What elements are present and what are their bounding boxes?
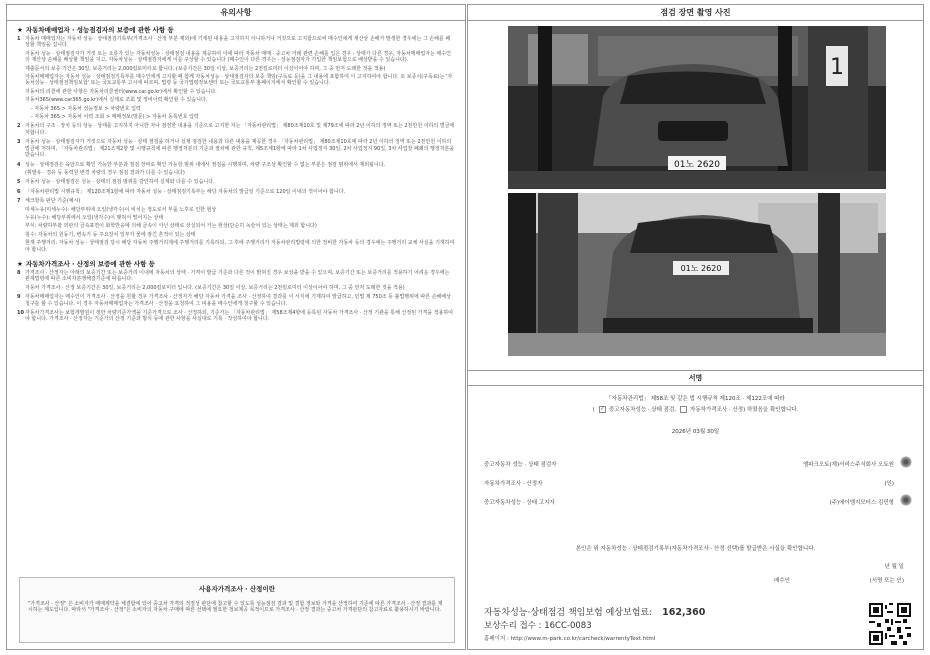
note-paragraph: 자동차 가격조사 · 산정 보증기간은 30일, 보증거리는 2,000킬로미터 입니다. (보증기간은 30일 이상, 보증거리는 2천킬로미터 이상이어야 하며, 그 중 먼저 도래한 것을 적용): [25, 284, 405, 291]
notes-header: 유의사항: [7, 5, 465, 21]
note-paragraph: 미세누유(미세누수): 해당부위에 오일(냉각수)이 비치는 정도로서 부품 노후로 인한 현상: [25, 206, 217, 213]
check-inspection[interactable]: ✓: [600, 406, 605, 412]
note-number: 5: [17, 179, 21, 186]
notes-column: [6, 4, 466, 650]
note-paragraph: 자동차 성능 · 상태점검은 성능 · 상태의 점검 범위를 감안하여 실제와 다를 수 있습니다.: [25, 179, 215, 186]
seal-icon: [900, 494, 912, 506]
note-item: [7, 36, 465, 120]
note-paragraph: - 자동차 365 > 자동차 이력 조회 > 매매정보(방문) > 자동차 등록번호 입력: [31, 114, 199, 121]
repair-phone: 보상수리 접수 : 16CC-0083: [484, 621, 592, 631]
note-paragraph: - 자동차 365 > 자동차 성능정보 > 차량번호 입력: [31, 105, 141, 112]
insurance-amount: 162,360: [662, 607, 706, 618]
sign-header: 서명: [468, 370, 923, 386]
note-number: 1: [17, 36, 21, 42]
confirm-line: ( ✓ 중고자동차성능 · 상태 점검, 자동차가격조사 · 산정) 하였음을 확인합니다.: [592, 406, 799, 413]
note-paragraph: 자동차 성능 · 상태점검자가 거짓으로 자동차 성능 · 상태 점검을 하거나 실제 점검한 내용과 다른 내용을 제공한 경우 「자동차관리법」 제80조제10호에 따라 2년 이하의 징역 또는 2천만원 이하의 벌금에 처하며, 「자동차관리법」 제21조제2항 및 시행규칙에 따른 행정처분의 기준과 절차에 관한 규칙, 제5조제1항에 따라 1차 사업정지 30일, 2차 사업정지 90일, 3차 사업장 폐쇄의 행정처분을 받습니다.: [25, 139, 455, 159]
note-paragraph: 누유(누수): 해당부위에서 오일(냉각수)이 맺혀서 떨어지는 상태: [25, 214, 164, 221]
note-paragraph: 자동차365(www.car365.go.kr)에서 실제로 조회 및 정비이력 확인할 수 있습니다.: [25, 97, 208, 104]
section-warranty-title: ★ 자동차매매업자 · 성능점검자의 보증에 관한 사항 등: [17, 26, 174, 34]
note-paragraph: 침수: 자동차의 원동기, 변속기 등 주요장치 일부가 물에 잠긴 흔적이 있는 상태: [25, 231, 196, 238]
note-paragraph: 부식: 차량하부와 외판의 금속표면이 화학반응에 의해 금속이 아닌 상태로 상실되어 가는 현상(단순히 녹슬어 있는 상태는 제외 합니다): [25, 223, 317, 230]
price-info-text: "가격조사 · 산정" 은 소비자가 매매계약을 체결함에 있어 중고차 가격의 적정성 판단에 참고할 수 있도록 성능점검 결과 및 결함 정보와 가격을 산정하여 기준에 따른 가격조사 · 산정 결과를 제시하는 제도입니다. 따라서 "가격조사 · 산정"은 소비자의 자동차 구매에 따른 선택에 필요한 정보제공 목적이므로 가격조사 · 산정 결과는 중고차 가격판단의 참고자료로 활용하시기 바랍니다.: [28, 601, 443, 614]
note-paragraph: 자동차 매매업자는 자동차 성능 · 상태점검기록부(가격조사 · 산정 부분 제외)에 기재된 내용을 고지하지 아니하거나 거짓으로 고지함으로써 매수인에게 재산상 손해가 발생한 경우에는 그 손해를 배상할 책임을 집니다.: [25, 36, 451, 49]
bay-number: 1: [830, 55, 844, 80]
note-number: 2: [17, 123, 21, 130]
inspection-photo-front: [508, 26, 886, 189]
note-paragraph: 자동차가격조사는 보험개발원이 정한 차량기준가액을 기준가격으로 조사 · 산정하되, 기준가는 「자동차관리법」 제58조제4항에 등록된 자동차 가격조사 · 산정 기관을 통해 산정된 가격을 적용하여야 합니다. 가격조사 · 산정자는 기준가의 산정 기준과 방식 등에 관한 사항을 사실대로 기록 · 작성하여야 합니다.: [25, 310, 454, 323]
note-item: [7, 189, 465, 195]
note-paragraph: (휘발유 · 경유 등 동력원 변경 차량의 경우 점검 결과가 다를 수 있습니다): [25, 169, 185, 176]
star-icon: ★: [17, 26, 23, 34]
photo-header: 점검 장면 촬영 사진: [468, 5, 923, 21]
homepage-url[interactable]: 홈페이지 : http://www.m-park.co.kr/carcheck/warrentyText.html: [484, 636, 656, 642]
note-number: 9: [17, 294, 21, 301]
price-info-title: 사용자가격조사 · 산정이란: [198, 585, 276, 593]
plate-rear: 01노 2620: [680, 264, 722, 273]
note-item: [7, 123, 465, 136]
note-item: [7, 310, 465, 323]
inspection-photo-rear: [508, 193, 886, 356]
photo-sign-column: 점검 장면 촬영 사진 1 01노 2620 01노 2620 서명 「자동차관리법」 제58조 및 같은 법 시행규칙 제120조 · 제122조에 따라 ( ✓ 중고자동차성능 · 상태 점검, 자동차가격조사 · 산정) 하였음을 확인합니다. 2026년 03월 30일 중고자동차 성능 · 상태 점검자 엠파크오토(재)서비스주식회사 오토원 자동차가격조사 · 산정자 (인) 중고자동차성능 · 상태 고지자 (주)에이엠지모터스 김민형 본인은 위 자동차성능 · 상태점검기록부(자동차가격조사 · 산정 선택)를 발급받은 사실을 확인합니다. 년 월 일 매수인 (서명 또는 인) 자동차성능·상태점검 책임보험 예상보험료: 162,360 보상수리 접수 : 16CC-0083 홈페이지 : http://www.m-park.co.kr/carcheck/warrentyText.html: [467, 4, 924, 650]
note-number: 4: [17, 161, 21, 168]
price-info-box: [19, 577, 455, 643]
note-item: [7, 198, 465, 253]
note-paragraph: 자동차매매업자는 매수인이 가격조사 · 산정을 원할 경우 가격조사 · 산정자가 해당 자동차 가격을 조사 · 산정하여 결과를 이 서식에 기재하여 발급하고, 민법 제 750조 등 불법행위에 따른 손해배상 청구를 할 수 있습니다. 이 경우 자동차매매업자는 가격조사 · 산정을 요청하여 그 비용을 매수인에게 청구할 수 있습니다.: [25, 294, 451, 307]
law-reference: 「자동차관리법」 제58조 및 같은 법 시행규칙 제120조 · 제122조에 따라: [606, 396, 785, 402]
note-item: [7, 270, 465, 291]
note-paragraph: 「자동차관리법 시행규칙」 제120조제1항에 따라 자동차 성능 · 상태점검기록부는 해당 자동차의 발급일 기준으로 120일 이내의 것이어야 합니다.: [25, 188, 346, 195]
note-paragraph: 자동차의 리콜에 관한 사항은 자동차리콜센터(www.car.go.kr)에서 확인할 수 있습니다.: [25, 88, 217, 95]
issue-date: 2026년 03월 30일: [671, 429, 720, 435]
note-number: 8: [17, 269, 21, 276]
note-paragraph: 제출문서의 보증 기간은 30일, 보증거리는 2,000킬로미터로 합니다. (보증기간은 30일 이상, 보증거리는 2천킬로미터 이상이어야 하며, 그 중 먼저 도래한 것을 적용): [25, 65, 386, 72]
insurance-cost: 자동차성능·상태점검 책임보험 예상보험료: 162,360: [484, 607, 706, 618]
star-icon: ★: [17, 259, 23, 268]
section-price-title: ★ 자동차가격조사 · 산정의 보증에 관한 사항 등: [17, 259, 155, 268]
note-number: 6: [17, 188, 21, 195]
note-item: [7, 162, 465, 177]
note-paragraph: 자동차매매업자는 자동차 성능 · 상태점검기록부를 매수인에게 고지할 때 함께 자동차성능 · 상태점검자의 보증 책임(구독료 등)을 그 내용에 포함하여 이 고지하여야 합니다. 또 보증서(구독료)는 '자동차성능 · 상태점검책임보험' 또는 국토교통부 고시에 따르며, 법령 등 국가법령정보센터 또는 국토교통부 홈페이지에서 확인할 수 있습니다.: [25, 74, 453, 87]
note-paragraph: 자동차 성능 · 상태점검자가 거짓 또는 오류가 있는 자동차성능 · 상태점검 내용을 제공하여 이에 따라 자동차 매매 · 중고차 거래 관련 손해를 입은 경우 · 상태가 다른 경우, 자동차매매업자는 매수인의 재산상 손해를 배상할 책임을 지고, 자동차성능 · 상태점검자에게 이를 구상할 수 있습니다 (매수인이 다른 경우는 · 성능점검자가 가입한 책임보험으로 배상받을 수 있습니다).: [25, 50, 451, 64]
note-item: [7, 179, 465, 185]
note-paragraph: 가격조사 · 산정자는 아래의 보증기간 또는 보증거리 이내에 자동차의 상태 · 가격이 발급 기준과 다른 것이 밝혀진 경우 보상을 받을 수 있으며, 보증기간 또는 보증거리를 적용하기 어려운 경우에는 관계법령에 따른 소비자분쟁해결기준에 따릅니다.: [25, 269, 450, 283]
note-number: 7: [17, 198, 21, 205]
note-number: 10: [17, 310, 24, 316]
check-pricing[interactable]: [680, 406, 687, 413]
receipt-statement: 본인은 위 자동차성능 · 상태점검기록부(자동차가격조사 · 산정 선택)를 발급받은 사실을 확인합니다.: [575, 546, 816, 552]
note-paragraph: 성능 · 상태점검은 육안으로 확인 가능한 부분과 점검 장비로 확인 가능한 범위 내에서 점검을 시행하며, 차량 구조상 확인할 수 없는 부분은 점검 범위에서 제외됩니다.: [25, 161, 386, 168]
plate-front: 01노 2620: [674, 160, 720, 170]
section-warranty-items: [7, 36, 465, 253]
note-paragraph: 자동차의 구조 · 장치 등의 성능 · 상태를 고지하지 아니한 자나 점검한 내용을 기준으로 고지한 자는 「자동차관리법」 제80조제10호 및 제79조에 따라 2년 이하의 징역 또는 2천만원 이하의 벌금에 처합니다.: [25, 123, 455, 136]
note-item: [7, 294, 465, 307]
note-paragraph: 체크항목 판단 기준(예시): [25, 198, 81, 205]
note-paragraph: 현재 주행거리: 자동차 성능 · 상태점검 당시 해당 자동차 주행거리계에 주행거리를 기록하되, 그 후에 주행거리가 자동차관리법령에 의한 정비한 자동차 등의 경우에는 주행거리 교체 사실을 기재하여야 합니다.: [25, 240, 455, 253]
note-item: [7, 139, 465, 158]
seal-icon: [900, 456, 912, 468]
qr-code-icon[interactable]: [869, 603, 911, 645]
section-price-items: [7, 270, 465, 323]
note-number: 3: [17, 139, 21, 146]
